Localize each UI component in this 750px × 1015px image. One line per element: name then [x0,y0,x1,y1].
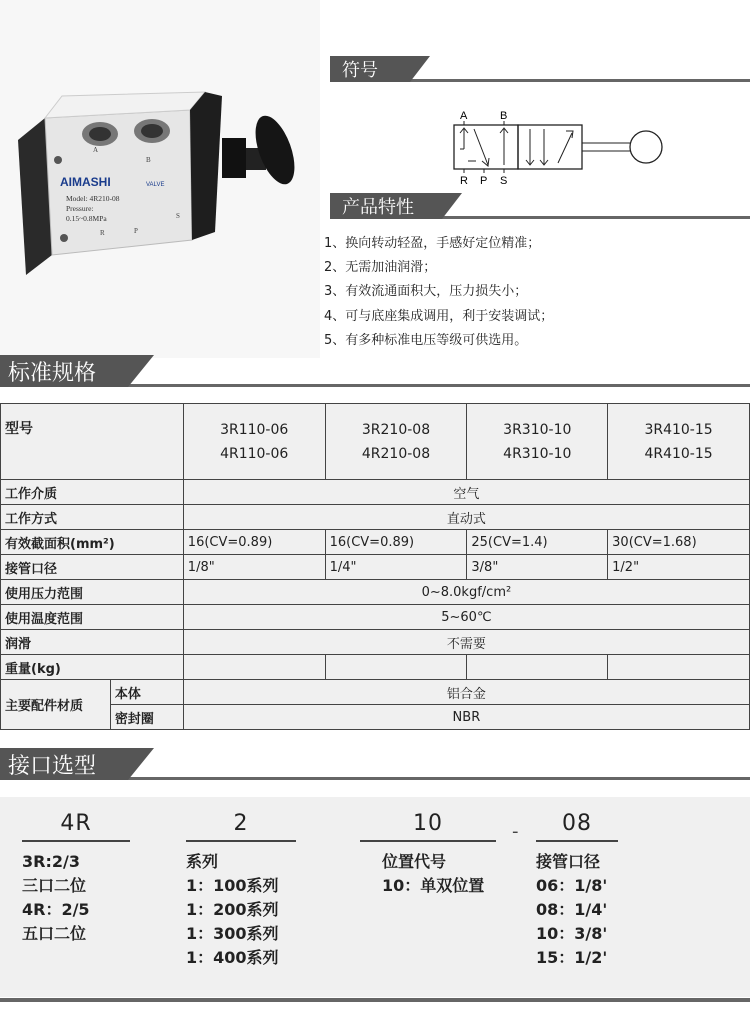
table-row: 有效截面积(mm²) 16(CV=0.89) 16(CV=0.89) 25(CV=1.4) 30(CV=1.68) [1,530,750,555]
svg-text:P: P [480,175,488,187]
symbol-header [330,56,750,82]
svg-text:A: A [460,110,468,122]
feature-item: 5、有多种标准电压等级可供选用。 [324,332,528,348]
model-cell: 3R410-15 4R410-15 [608,404,750,480]
port-col-series: 2 系列 1：100系列 1：200系列 1：300系列 1：400系列 [186,811,296,970]
port-col-type: 4R 3R:2/3 三口二位 4R：2/5 五口二位 [22,811,130,946]
feature-item: 1、换向转动轻盈，手感好定位精准； [324,236,541,251]
port-select-title: 接口选型 [0,748,128,780]
table-row: 使用压力范围 0~8.0kgf/cm² [1,580,750,605]
symbol-title: 符号 [330,56,410,82]
brand-label: AIMASHI [60,175,111,189]
table-row: 重量(kg) [1,655,750,680]
svg-text:P: P [134,227,138,235]
table-row: 主要配件材质 本体 铝合金 [1,680,750,705]
feature-item: 4、可与底座集成调用，利于安装调试； [324,308,554,324]
port-col-position: 10 位置代号 10：单双位置 [360,811,496,898]
model-cell: 3R110-06 4R110-06 [183,404,325,480]
table-row [1,404,750,480]
port-col-size: 08 接管口径 06：1/8' 08：1/4' 10：3/8' 15：1/2' [536,811,618,970]
port-select-panel [0,797,750,997]
features-header [330,193,750,219]
product-photo [0,0,320,358]
table-row: 工作介质 空气 [1,480,750,505]
svg-text:VALVE: VALVE [146,182,165,188]
svg-text:Model: 4R210-08: Model: 4R210-08 [66,194,120,203]
model-cell: 3R210-08 4R210-08 [325,404,467,480]
valve-illustration [0,0,320,358]
table-row: 工作方式 直动式 [1,505,750,530]
svg-text:A: A [93,146,99,154]
svg-text:Pressure:: Pressure: [66,204,94,213]
table-row: 密封圈 NBR [1,705,750,730]
features-list [324,232,553,353]
bottom-divider [0,998,750,1002]
separator-dash: - [512,821,519,842]
svg-text:R: R [100,229,105,237]
svg-text:B: B [146,156,151,164]
model-cell: 3R310-10 4R310-10 [467,404,608,480]
spec-table [0,403,750,730]
svg-text:S: S [500,175,508,187]
svg-text:R: R [460,175,468,187]
feature-item: 3、有效流通面积大，压力损失小； [324,284,528,300]
spec-title: 标准规格 [0,355,128,387]
model-label: 型号 [1,404,184,480]
valve-symbol-diagram [448,105,668,187]
svg-text:S: S [176,212,180,220]
table-row: 润滑 不需要 [1,630,750,655]
svg-text:0.15~0.8MPa: 0.15~0.8MPa [66,214,107,223]
table-row: 使用温度范围 5~60℃ [1,605,750,630]
port-select-header [0,748,750,780]
features-title: 产品特性 [330,193,442,219]
feature-item: 2、无需加油润滑； [324,260,437,276]
table-row: 接管口径 1/8" 1/4" 3/8" 1/2" [1,555,750,580]
spec-header [0,355,750,387]
svg-text:B: B [500,110,508,122]
